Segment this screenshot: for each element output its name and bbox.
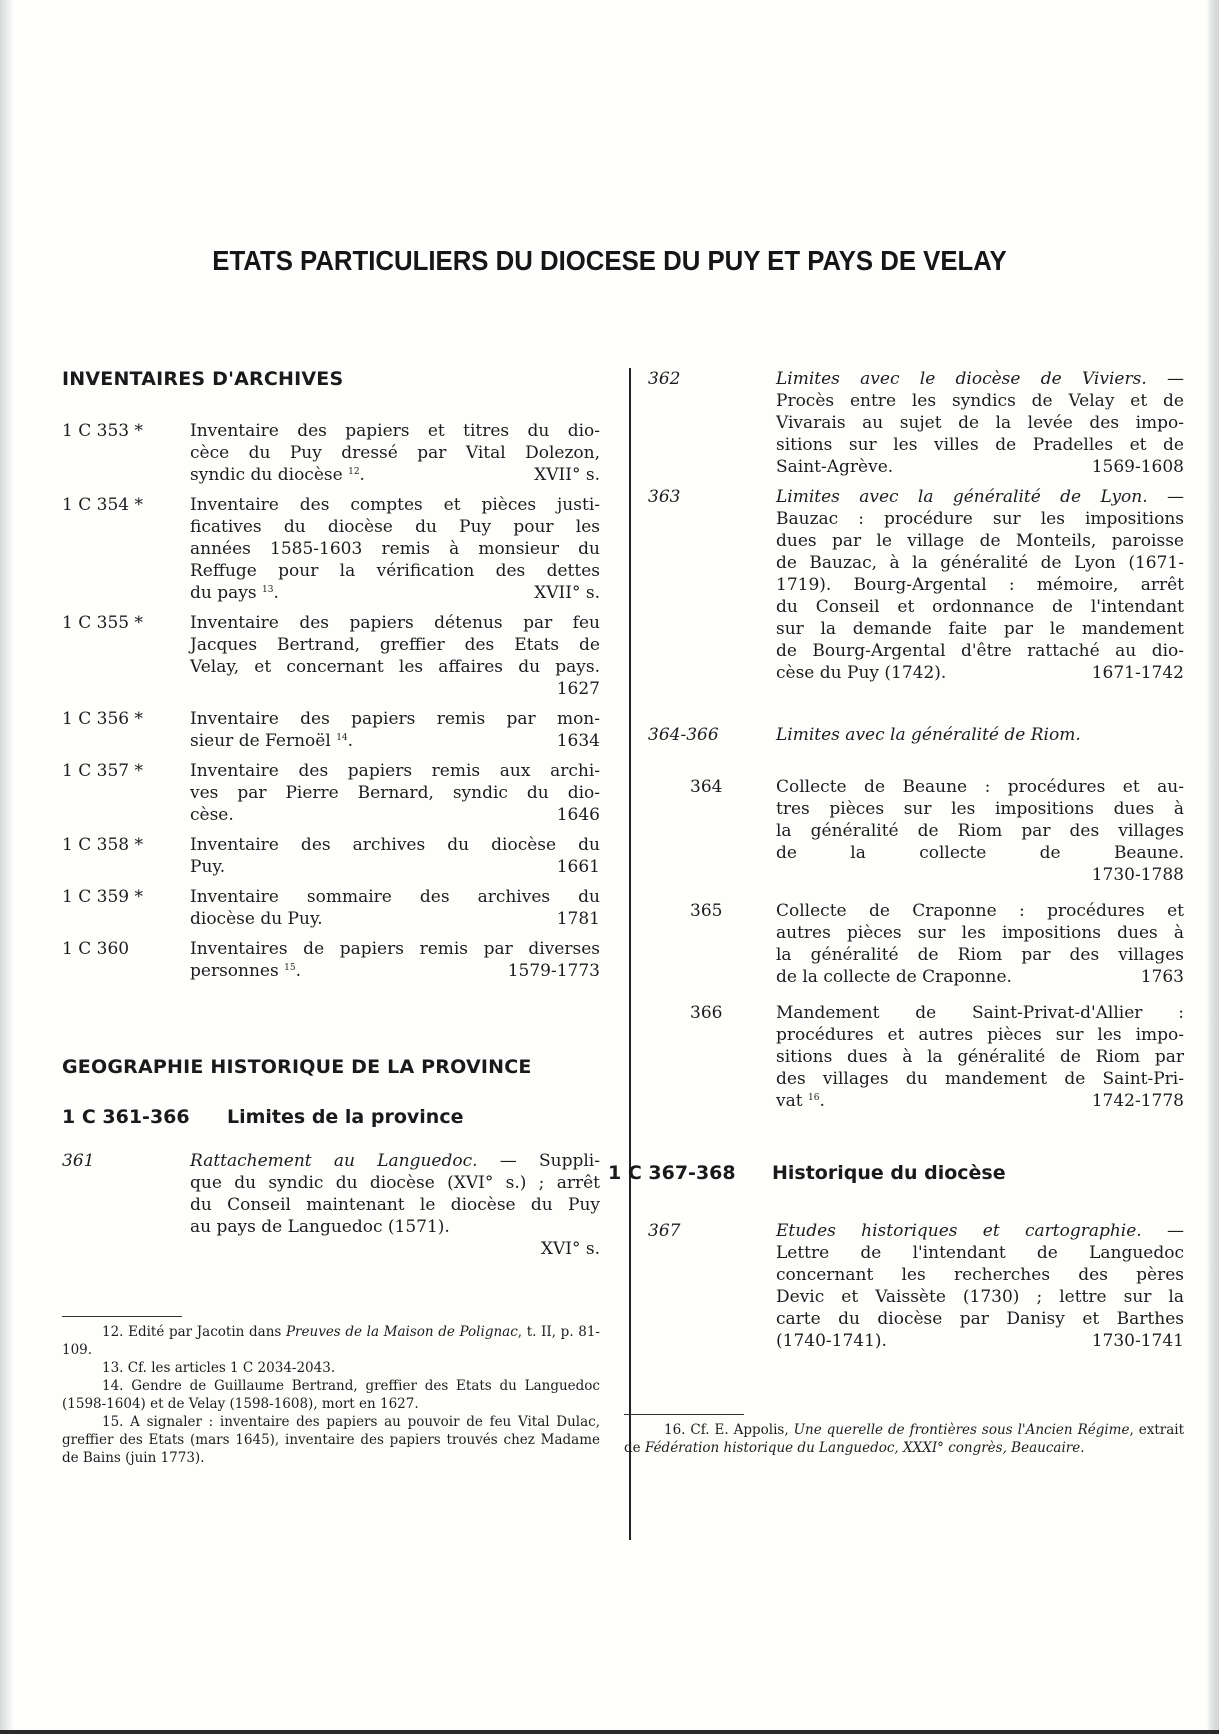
last-line bbox=[190, 582, 600, 604]
entry-body bbox=[776, 486, 1184, 684]
entry-body bbox=[776, 900, 1184, 988]
entry-title: Limites avec la généralité de Lyon. — bbox=[776, 487, 1184, 507]
entry-364-366 bbox=[648, 724, 1184, 746]
last-line bbox=[776, 662, 1184, 684]
riom-subentries bbox=[648, 776, 1184, 1112]
text-line: sitions dues à la généralité de Riom par bbox=[776, 1047, 1184, 1067]
text-line: cèce du Puy dressé par Vital Dolezon, bbox=[190, 443, 600, 463]
entry-ref: 363 bbox=[648, 487, 681, 507]
entry-body bbox=[776, 1002, 1184, 1112]
page-edge-right bbox=[1207, 0, 1219, 1734]
entry-ref: 1 C 357 * bbox=[62, 761, 143, 781]
text-line: Bauzac : procédure sur les impositions bbox=[776, 509, 1184, 529]
page-edge-left bbox=[0, 0, 14, 1734]
text-line: Inventaire des papiers et titres du dio- bbox=[190, 421, 600, 441]
text-line: Inventaire des papiers remis aux archi- bbox=[190, 761, 600, 781]
entry-ref: 1 C 358 * bbox=[62, 835, 143, 855]
group-code: 1 C 367-368 bbox=[608, 1162, 736, 1184]
text-line: du Conseil et ordonnance de l'intendant bbox=[776, 597, 1184, 617]
footnote-title: Fédération historique du Languedoc, XXXI° congrès, Beaucaire. bbox=[644, 1440, 1085, 1456]
entry-ref: 1 C 360 bbox=[62, 939, 130, 959]
last-line bbox=[190, 908, 600, 930]
text-line: Inventaire sommaire des archives du bbox=[190, 887, 600, 907]
group-heading-limites bbox=[62, 1106, 600, 1128]
entry-ref: 1 C 353 * bbox=[62, 421, 143, 441]
text-line: Velay, et concernant les affaires du pays. bbox=[190, 657, 600, 677]
footnote-12: 12. Edité par Jacotin dans Preuves de la Maison de Polignac, t. II, p. 81-109. bbox=[62, 1324, 600, 1358]
inventory-list bbox=[62, 420, 600, 982]
section-heading-inventaires: INVENTAIRES D'ARCHIVES bbox=[62, 368, 344, 390]
last-line bbox=[190, 960, 600, 982]
last-text: cèse du Puy (1742). bbox=[776, 663, 947, 683]
text-line: des villages du mandement de Saint-Pri- bbox=[776, 1069, 1184, 1089]
entry-title: Limites avec le diocèse de Viviers. — bbox=[776, 369, 1184, 389]
text-line: Rattachement au Languedoc. — Suppli- bbox=[190, 1151, 600, 1171]
text-line: Reffuge pour la vérification des dettes bbox=[190, 561, 600, 581]
entry-ref: 1 C 355 * bbox=[62, 613, 143, 633]
text-line: Lettre de l'intendant de Languedoc bbox=[776, 1243, 1184, 1263]
group-code: 1 C 361-366 bbox=[62, 1106, 190, 1128]
entry-date: 1671-1742 bbox=[1091, 663, 1184, 683]
text-line: Vivarais au sujet de la levée des impo- bbox=[776, 413, 1184, 433]
entry-date: 1579-1773 bbox=[507, 961, 600, 981]
entry-362 bbox=[648, 368, 1184, 478]
entry-ref: 366 bbox=[690, 1003, 723, 1023]
entry-ref: 1 C 356 * bbox=[62, 709, 143, 729]
entry-body bbox=[190, 760, 600, 826]
text-line: Inventaire des comptes et pièces justi- bbox=[190, 495, 600, 515]
entry-date: XVII° s. bbox=[534, 465, 600, 485]
entry-date: 1661 bbox=[556, 857, 600, 877]
footnote-title: Une querelle de frontières sous l'Ancien Régime bbox=[793, 1422, 1130, 1438]
entry-body bbox=[190, 612, 600, 700]
text-line: Inventaire des archives du diocèse du bbox=[190, 835, 600, 855]
entry-date: 1569-1608 bbox=[1091, 457, 1184, 477]
inventory-entry bbox=[62, 420, 600, 486]
inventory-entry bbox=[62, 886, 600, 930]
footnote-15: 15. A signaler : inventaire des papiers au pouvoir de feu Vital Dulac, greffier des Etats (mars 1645), inventaire des papiers trouvés chez Madame de Bains (juin 1773). bbox=[62, 1414, 600, 1466]
text-line: dues par le village de Monteils, paroisse bbox=[776, 531, 1184, 551]
entry-body bbox=[190, 494, 600, 604]
text-line: ficatives du diocèse du Puy pour les bbox=[190, 517, 600, 537]
footnote-16: 16. Cf. E. Appolis, Une querelle de frontières sous l'Ancien Régime, extrait de Fédération historique du Languedoc, XXXI° congrès, Beaucaire. bbox=[624, 1422, 1185, 1456]
inventory-entry bbox=[62, 708, 600, 752]
text-line: Collecte de Beaune : procédures et au- bbox=[776, 777, 1184, 797]
entry-body bbox=[190, 834, 600, 878]
entry-367 bbox=[648, 1220, 1184, 1352]
last-line bbox=[776, 1330, 1184, 1352]
group-heading-historique bbox=[608, 1162, 1184, 1184]
footnote-14: 14. Gendre de Guillaume Bertrand, greffier des Etats du Languedoc (1598-1604) et de Velay (1598-1608), mort en 1627. bbox=[62, 1378, 600, 1412]
text-line: Procès entre les syndics de Velay et de bbox=[776, 391, 1184, 411]
entry-date: 1742-1778 bbox=[1091, 1091, 1184, 1111]
entry-body bbox=[190, 886, 600, 930]
text-line: Jacques Bertrand, greffier des Etats de bbox=[190, 635, 600, 655]
text-line: concernant les recherches des pères bbox=[776, 1265, 1184, 1285]
last-line bbox=[190, 856, 600, 878]
sub-entry-365 bbox=[648, 900, 1184, 988]
last-text: sieur de Fernoël $^{14}$. bbox=[190, 731, 354, 751]
entry-ref: 367 bbox=[648, 1221, 681, 1241]
inventory-entry bbox=[62, 612, 600, 700]
entry-ref: 1 C 359 * bbox=[62, 887, 143, 907]
footnote-ref: 14 bbox=[336, 733, 348, 743]
text-line: sur la demande faite par le mandement bbox=[776, 619, 1184, 639]
text-line: Devic et Vaissète (1730) ; lettre sur la bbox=[776, 1287, 1184, 1307]
last-text: de la collecte de Craponne. bbox=[776, 967, 1012, 987]
last-text: diocèse du Puy. bbox=[190, 909, 323, 929]
text-line: années 1585-1603 remis à monsieur du bbox=[190, 539, 600, 559]
entry-date: 1730-1741 bbox=[1091, 1331, 1184, 1351]
last-text: cèse. bbox=[190, 805, 234, 825]
last-line bbox=[190, 730, 600, 752]
last-text: syndic du diocèse $^{12}$. bbox=[190, 465, 365, 485]
text-line: au pays de Languedoc (1571). bbox=[190, 1217, 450, 1237]
footnote-title: Preuves de la Maison de Polignac bbox=[285, 1324, 518, 1340]
last-text: Puy. bbox=[190, 857, 226, 877]
entry-ref: 365 bbox=[690, 901, 723, 921]
entry-body bbox=[776, 776, 1184, 886]
text-line: Inventaire des papiers remis par mon- bbox=[190, 709, 600, 729]
text-line: Inventaires de papiers remis par diverses bbox=[190, 939, 600, 959]
text-line: procédures et autres pièces sur les impo- bbox=[776, 1025, 1184, 1045]
text-line: sitions sur les villes de Pradelles et de bbox=[776, 435, 1184, 455]
entry-date: 1634 bbox=[556, 731, 600, 751]
entry-body bbox=[190, 938, 600, 982]
last-text: personnes $^{15}$. bbox=[190, 961, 301, 981]
text-line: Inventaire des papiers détenus par feu bbox=[190, 613, 600, 633]
footnotes-left bbox=[62, 1316, 600, 1467]
entry-date: 1763 bbox=[1140, 967, 1184, 987]
last-text: vat $^{16}$. bbox=[776, 1091, 825, 1111]
page-edge-bottom bbox=[0, 1730, 1219, 1734]
text-line: autres pièces sur les impositions dues à bbox=[776, 923, 1184, 943]
text-line: de la collecte de Beaune. bbox=[776, 843, 1184, 863]
group-label: Limites de la province bbox=[227, 1106, 464, 1128]
entry-date: 1646 bbox=[556, 805, 600, 825]
entry-ref: 364-366 bbox=[648, 725, 719, 745]
entry-date: 1627 bbox=[556, 679, 600, 699]
left-column bbox=[62, 368, 600, 1467]
last-text: Saint-Agrève. bbox=[776, 457, 894, 477]
footnote-ref: 13 bbox=[262, 585, 274, 595]
last-line bbox=[776, 456, 1184, 478]
entry-363 bbox=[648, 486, 1184, 684]
footnote-ref: 12 bbox=[348, 467, 360, 477]
page-title: ETATS PARTICULIERS DU DIOCESE DU PUY ET PAYS DE VELAY bbox=[212, 244, 1007, 276]
column-divider bbox=[629, 368, 631, 1540]
entry-date: 1730-1788 bbox=[1091, 865, 1184, 885]
last-text: du pays $^{13}$. bbox=[190, 583, 279, 603]
last-text: (1740-1741). bbox=[776, 1331, 887, 1351]
inventory-entry bbox=[62, 834, 600, 878]
footnote-rule bbox=[62, 1316, 182, 1317]
entry-body bbox=[190, 1150, 600, 1260]
text-line: carte du diocèse par Danisy et Barthes bbox=[776, 1309, 1184, 1329]
sub-entry-364 bbox=[648, 776, 1184, 886]
text-line: de Bourg-Argental d'être rattaché au dio- bbox=[776, 641, 1184, 661]
footnote-ref: 16 bbox=[807, 1093, 820, 1103]
text-line: de Bauzac, à la généralité de Lyon (1671- bbox=[776, 553, 1184, 573]
inventory-entry bbox=[62, 938, 600, 982]
text-line: ves par Pierre Bernard, syndic du dio- bbox=[190, 783, 600, 803]
entry-body bbox=[190, 708, 600, 752]
entry-ref: 1 C 354 * bbox=[62, 495, 143, 515]
section-heading-geographie: GEOGRAPHIE HISTORIQUE DE LA PROVINCE bbox=[62, 1056, 532, 1078]
inventory-entry bbox=[62, 494, 600, 604]
text-line: que du syndic du diocèse (XVI° s.) ; arrêt bbox=[190, 1173, 600, 1193]
group-label: Historique du diocèse bbox=[772, 1162, 1006, 1184]
entry-body bbox=[190, 420, 600, 486]
entry-date: XVII° s. bbox=[534, 583, 600, 603]
right-column bbox=[608, 368, 1185, 1457]
last-line bbox=[776, 1090, 1184, 1112]
entry-title: Limites avec la généralité de Riom. bbox=[776, 725, 1081, 745]
entry-ref: 361 bbox=[62, 1151, 95, 1171]
entry-ref: 362 bbox=[648, 369, 681, 389]
text-line: tres pièces sur les impositions dues à bbox=[776, 799, 1184, 819]
entry-title: Etudes historiques et cartographie. — bbox=[776, 1221, 1184, 1241]
inventory-entry bbox=[62, 760, 600, 826]
footnote-ref: 15 bbox=[284, 963, 296, 973]
text-line: la généralité de Riom par des villages bbox=[776, 821, 1184, 841]
text-line: la généralité de Riom par des villages bbox=[776, 945, 1184, 965]
entry-ref: 364 bbox=[690, 777, 723, 797]
last-line bbox=[776, 966, 1184, 988]
entry-body bbox=[776, 1220, 1184, 1352]
footnotes-right bbox=[624, 1414, 1184, 1457]
entry-date: XVI° s. bbox=[540, 1239, 600, 1259]
text-line: 1719). Bourg-Argental : mémoire, arrêt bbox=[776, 575, 1184, 595]
entry-body bbox=[776, 368, 1184, 478]
text-line: Collecte de Craponne : procédures et bbox=[776, 901, 1184, 921]
last-line bbox=[190, 804, 600, 826]
last-line bbox=[190, 464, 600, 486]
text-line: Mandement de Saint-Privat-d'Allier : bbox=[776, 1003, 1184, 1023]
entry-361 bbox=[62, 1150, 600, 1260]
footnote-rule bbox=[624, 1414, 744, 1415]
footnote-13: 13. Cf. les articles 1 C 2034-2043. bbox=[102, 1360, 336, 1376]
entry-title: Rattachement au Languedoc. bbox=[190, 1151, 478, 1171]
text-line: du Conseil maintenant le diocèse du Puy bbox=[190, 1195, 600, 1215]
entry-date: 1781 bbox=[556, 909, 600, 929]
sub-entry-366 bbox=[648, 1002, 1184, 1112]
